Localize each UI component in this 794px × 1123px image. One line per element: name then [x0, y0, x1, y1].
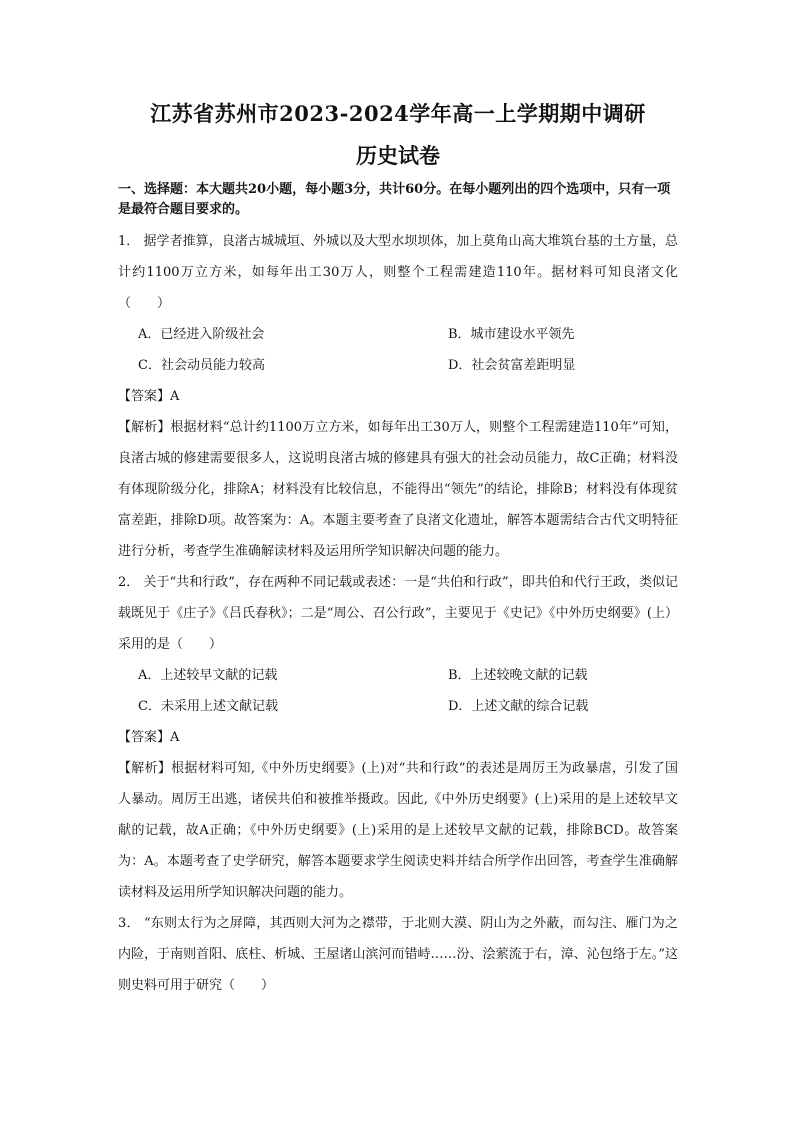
document-title: 江苏省苏州市2023-2024学年高一上学期期中调研: [150, 101, 646, 126]
option-d: D．上述文献的综合记载: [448, 699, 589, 714]
analysis-paragraph: 【解析】根据材料“总计约1100万立方米，如每年出工30万人，则整个工程需建造110年”可知，良渚古城的修建需要很多人，这说明良渚古城的修建具有强大的社会动员能力，故C正确；材料没有体现阶级分化，排除A；材料没有比较信息，不能得出“领先”的结论，排除B；材料没有体现贫富差距，排除D项。故答案为：A。本题主要考查了良渚文化遗址，解答本题需结合古代文明特征进行分析，考查学生准确解读材料及运用所学知识解决问题的能力。: [118, 420, 678, 559]
analysis-paragraph: 【解析】根据材料可知,《中外历史纲要》(上)对“共和行政”的表述是周厉王为政暴虐，引发了国人暴动。周厉王出逃，诸侯共伯和被推举摄政。因此,《中外历史纲要》(上)采用的是上述较早文献的记载，故A正确；《中外历史纲要》(上)采用的是上述较早文献的记载，排除BCD。故答案为：A。本题考查了史学研究，解答本题要求学生阅读史料并结合所学作出回答，考查学生准确解读材料及运用所学知识解决问题的能力。: [118, 761, 678, 900]
option-d: D．社会贫富差距明显: [448, 358, 576, 373]
question-2: [118, 567, 678, 908]
option-c: C．未采用上述文献记载: [138, 699, 278, 714]
answer-line: 【答案】A: [118, 389, 180, 404]
option-b: B．上述较晚文献的记载: [448, 668, 588, 683]
question-stem: 1． 据学者推算，良渚古城城垣、外城以及大型水坝坝体，加上莫角山高大堆筑台基的土方量，总计约1100万立方米，如每年出工30万人，则整个工程需建造110年。据材料可知良渚文化（ ）: [118, 234, 678, 311]
question-3: [118, 908, 678, 1001]
section-heading: 一、选择题：本大题共20小题，每小题3分，共计60分。在每小题列出的四个选项中，只有一项是最符合题目要求的。: [118, 182, 671, 217]
question-stem: 2． 关于“共和行政”，存在两种不同记载或表述：一是“共伯和行政”，即共伯和代行王政，类似记载既见于《庄子》《吕氏春秋》；二是“周公、召公行政”，主要见于《史记》《中外历史纲要》(上）采用的是（ ）: [118, 575, 678, 652]
option-c: C．社会动员能力较高: [138, 358, 265, 373]
question-1: [118, 226, 678, 567]
option-a: A．已经进入阶级社会: [138, 327, 265, 342]
option-b: B．城市建设水平领先: [448, 327, 575, 342]
option-list: [118, 319, 678, 381]
document-subtitle: 历史试卷: [356, 143, 440, 168]
answer-line: 【答案】A: [118, 730, 180, 745]
document-content: [118, 100, 678, 1001]
question-stem: 3． “东则太行为之屏障，其西则大河为之襟带，于北则大漠、阴山为之外蔽，而勾注、雁门为之内险，于南则首阳、底柱、析城、王屋诸山滨河而错峙……汾、浍萦流于右，漳、沁包络于左。”这则史料可用于研究（ ）: [118, 916, 678, 993]
option-a: A．上述较早文献的记载: [138, 668, 278, 683]
option-list: [118, 660, 678, 722]
